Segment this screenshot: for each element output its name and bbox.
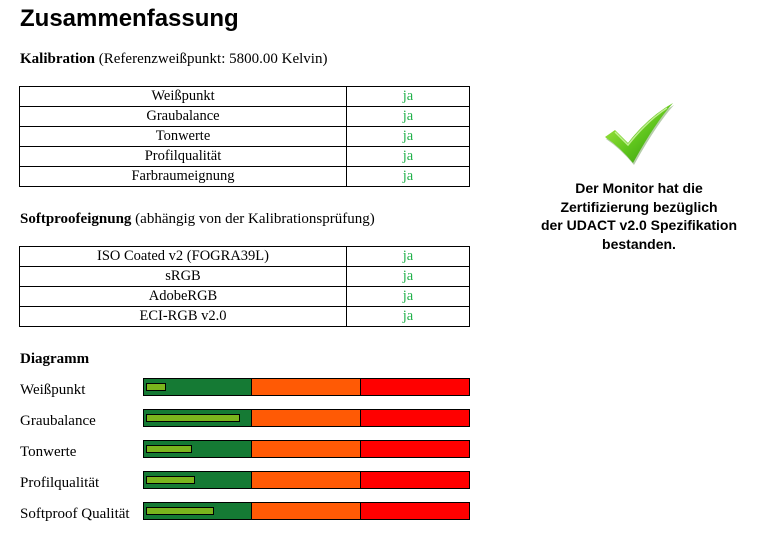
check-name: Tonwerte [20, 127, 347, 147]
softproof-table [19, 246, 470, 327]
diagram-heading [20, 350, 89, 368]
table-row [20, 247, 470, 267]
quality-indicator [146, 507, 214, 515]
calibration-heading [20, 50, 327, 68]
verdict-line: der UDACT v2.0 Spezifikation [540, 217, 738, 233]
bar-segment-medium [252, 379, 361, 395]
diagram-label: Profilqualität [20, 475, 100, 491]
check-result: ja [347, 167, 470, 187]
quality-bar [143, 378, 470, 396]
bar-segment-medium [252, 503, 361, 519]
verdict-line: Zertifizierung bezüglich [560, 198, 718, 215]
profile-result: ja [347, 267, 470, 287]
certification-result [522, 179, 756, 253]
quality-bar [143, 502, 470, 520]
verdict-line: bestanden. [602, 235, 676, 252]
bar-segment-bad [361, 410, 469, 426]
profile-name: ISO Coated v2 (FOGRA39L) [20, 247, 347, 267]
check-name: Graubalance [20, 107, 347, 127]
table-row [20, 107, 470, 127]
diagram-title: Diagramm [20, 351, 90, 367]
check-result: ja [347, 107, 470, 127]
check-result: ja [347, 147, 470, 167]
softproof-subtitle: (abhängig von der Kalibrationsprüfung) [135, 211, 375, 227]
quality-bar [143, 471, 470, 489]
check-result: ja [347, 127, 470, 147]
table-row [20, 167, 470, 187]
calibration-subtitle: (Referenzweißpunkt: 5800.00 Kelvin) [98, 51, 328, 67]
softproof-title: Softproofeignung [20, 211, 132, 227]
check-name: Weißpunkt [20, 87, 347, 107]
page-title: Zusammenfassung [20, 5, 239, 32]
table-row [20, 127, 470, 147]
quality-indicator [146, 383, 166, 391]
quality-indicator [146, 414, 240, 422]
bar-segment-medium [252, 472, 361, 488]
bar-segment-bad [361, 472, 469, 488]
bar-segment-bad [361, 379, 469, 395]
verdict-line: Der Monitor hat die [575, 180, 703, 196]
bar-segment-medium [252, 410, 361, 426]
table-row [20, 87, 470, 107]
quality-indicator [146, 476, 195, 484]
diagram-label: Weißpunkt [20, 382, 86, 398]
diagram-label: Softproof Qualität [20, 506, 130, 522]
profile-name: AdobeRGB [20, 287, 347, 307]
quality-bar [143, 409, 470, 427]
calibration-title: Kalibration [20, 51, 96, 67]
bar-segment-bad [361, 441, 469, 457]
check-result: ja [347, 87, 470, 107]
table-row [20, 147, 470, 167]
profile-result: ja [347, 247, 470, 267]
table-row [20, 267, 470, 287]
quality-indicator [146, 445, 192, 453]
diagram-label: Tonwerte [20, 444, 77, 460]
profile-result: ja [347, 307, 470, 327]
table-row [20, 307, 470, 327]
check-name: Farbraumeignung [20, 167, 347, 187]
softproof-heading [20, 210, 375, 228]
calibration-table [19, 86, 470, 187]
profile-name: ECI-RGB v2.0 [20, 307, 347, 327]
checkmark-icon [603, 103, 675, 165]
diagram-label: Graubalance [20, 413, 96, 429]
table-row [20, 287, 470, 307]
bar-segment-bad [361, 503, 469, 519]
profile-name: sRGB [20, 267, 347, 287]
profile-result: ja [347, 287, 470, 307]
bar-segment-medium [252, 441, 361, 457]
check-name: Profilqualität [20, 147, 347, 167]
quality-bar [143, 440, 470, 458]
